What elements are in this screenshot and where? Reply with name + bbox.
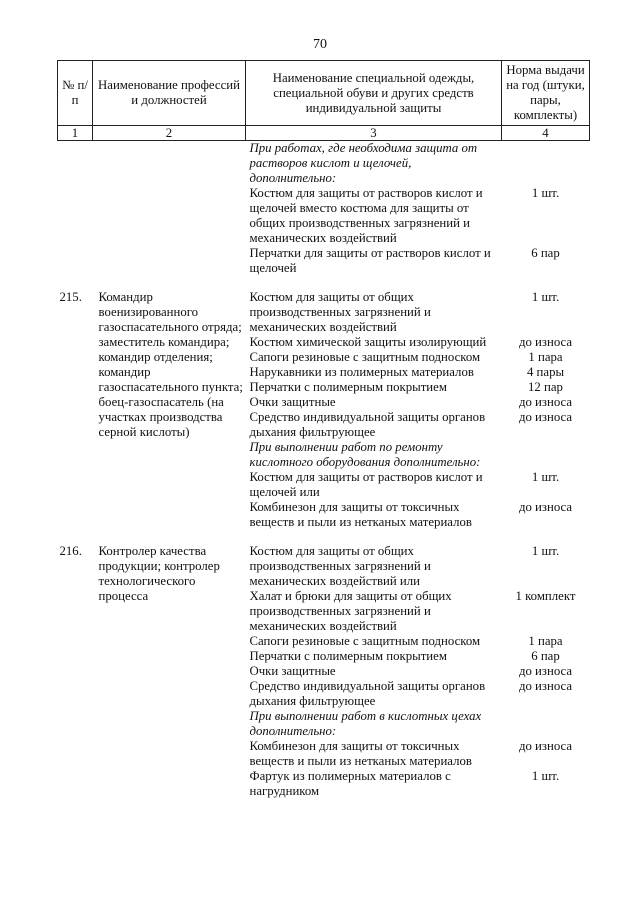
table-row bbox=[58, 709, 590, 739]
item-norm: 6 пар bbox=[531, 246, 560, 260]
table-row bbox=[58, 290, 590, 335]
item-norm: до износа bbox=[518, 500, 573, 514]
ppe-norms-table bbox=[57, 60, 590, 799]
item-norm: до износа bbox=[518, 679, 573, 693]
column-numbers-row bbox=[58, 126, 590, 141]
table-header-row bbox=[58, 61, 590, 126]
item-name: Халат и брюки для защиты от общих производственных загрязнений и механических воздействий bbox=[249, 589, 452, 633]
item-norm: 1 комплект bbox=[515, 589, 576, 603]
profession-name: Контролер качества продукции; контролер технологического процесса bbox=[98, 544, 220, 603]
header-equipment: Наименование специальной одежды, специальной обуви и других средств индивидуальной защиты bbox=[246, 61, 502, 126]
note-text: При выполнении работ по ремонту кислотного оборудования дополнительно: bbox=[249, 440, 481, 469]
item-norm: 4 пары bbox=[526, 365, 565, 379]
item-name: Перчатки с полимерным покрытием bbox=[249, 649, 447, 663]
item-norm: 1 шт. bbox=[531, 769, 560, 783]
table-row bbox=[58, 544, 590, 589]
item-norm: 1 шт. bbox=[531, 544, 560, 558]
item-norm: до износа bbox=[518, 335, 573, 349]
table-row bbox=[58, 246, 590, 276]
item-name: Средство индивидуальной защиты органов дыхания фильтрующее bbox=[249, 679, 486, 708]
item-name: Костюм для защиты от растворов кислот и щелочей вместо костюма для защиты от общих производственных загрязнений и механических воздействий bbox=[249, 186, 483, 245]
entry-number: 215. bbox=[59, 290, 82, 304]
table-row bbox=[58, 769, 590, 799]
header-number: № п/п bbox=[58, 61, 93, 126]
item-norm: 1 шт. bbox=[531, 290, 560, 304]
item-name: Комбинезон для защиты от токсичных веществ и пыли из нетканых материалов bbox=[249, 500, 472, 529]
table-row bbox=[58, 739, 590, 769]
item-norm: до износа bbox=[518, 664, 573, 678]
item-name: Костюм для защиты от общих производственных загрязнений и механических воздействий или bbox=[249, 544, 431, 588]
item-norm: 1 пара bbox=[528, 634, 563, 648]
item-name: Очки защитные bbox=[249, 395, 336, 409]
item-name: Очки защитные bbox=[249, 664, 336, 678]
item-norm: до износа bbox=[518, 410, 573, 424]
item-norm: 1 шт. bbox=[531, 470, 560, 484]
table-row bbox=[58, 500, 590, 530]
item-norm: 1 пара bbox=[528, 350, 563, 364]
header-profession: Наименование профессий и должностей bbox=[93, 61, 246, 126]
column-number: 4 bbox=[502, 126, 590, 141]
column-number: 1 bbox=[58, 126, 93, 141]
profession-name: Командир военизированного газоспасательного отряда; заместитель командира; командир отделения; командир газоспасательного пункта; боец-газоспасатель (на участках производства серной кислоты) bbox=[98, 290, 243, 439]
note-text: При работах, где необходима защита от растворов кислот и щелочей, дополнительно: bbox=[249, 141, 478, 185]
item-name: Сапоги резиновые с защитным подноском bbox=[249, 350, 481, 364]
table-row bbox=[58, 141, 590, 187]
spacer-row bbox=[58, 530, 590, 544]
item-norm: до износа bbox=[518, 739, 573, 753]
item-name: Средство индивидуальной защиты органов дыхания фильтрующее bbox=[249, 410, 486, 439]
item-name: Костюм химической защиты изолирующий bbox=[249, 335, 487, 349]
spacer-row bbox=[58, 276, 590, 290]
item-norm: до износа bbox=[518, 395, 573, 409]
item-norm: 12 пар bbox=[528, 380, 563, 394]
table-row bbox=[58, 440, 590, 470]
item-name: Костюм для защиты от растворов кислот и щелочей или bbox=[249, 470, 483, 499]
column-number: 3 bbox=[246, 126, 502, 141]
column-number: 2 bbox=[93, 126, 246, 141]
item-name: Сапоги резиновые с защитным подноском bbox=[249, 634, 481, 648]
item-norm: 1 шт. bbox=[531, 186, 560, 200]
table-row bbox=[58, 470, 590, 500]
header-norm: Норма выдачи на год (штуки, пары, комплекты) bbox=[502, 61, 590, 126]
item-name: Перчатки для защиты от растворов кислот и щелочей bbox=[249, 246, 491, 275]
note-text: При выполнении работ в кислотных цехах дополнительно: bbox=[249, 709, 482, 738]
page-number: 70 bbox=[313, 37, 327, 52]
item-name: Перчатки с полимерным покрытием bbox=[249, 380, 447, 394]
item-name: Нарукавники из полимерных материалов bbox=[249, 365, 474, 379]
item-norm: 6 пар bbox=[531, 649, 560, 663]
item-name: Комбинезон для защиты от токсичных веществ и пыли из нетканых материалов bbox=[249, 739, 472, 768]
entry-number: 216. bbox=[59, 544, 82, 558]
item-name: Костюм для защиты от общих производственных загрязнений и механических воздействий bbox=[249, 290, 431, 334]
table-row bbox=[58, 186, 590, 246]
item-name: Фартук из полимерных материалов с нагрудником bbox=[249, 769, 451, 798]
